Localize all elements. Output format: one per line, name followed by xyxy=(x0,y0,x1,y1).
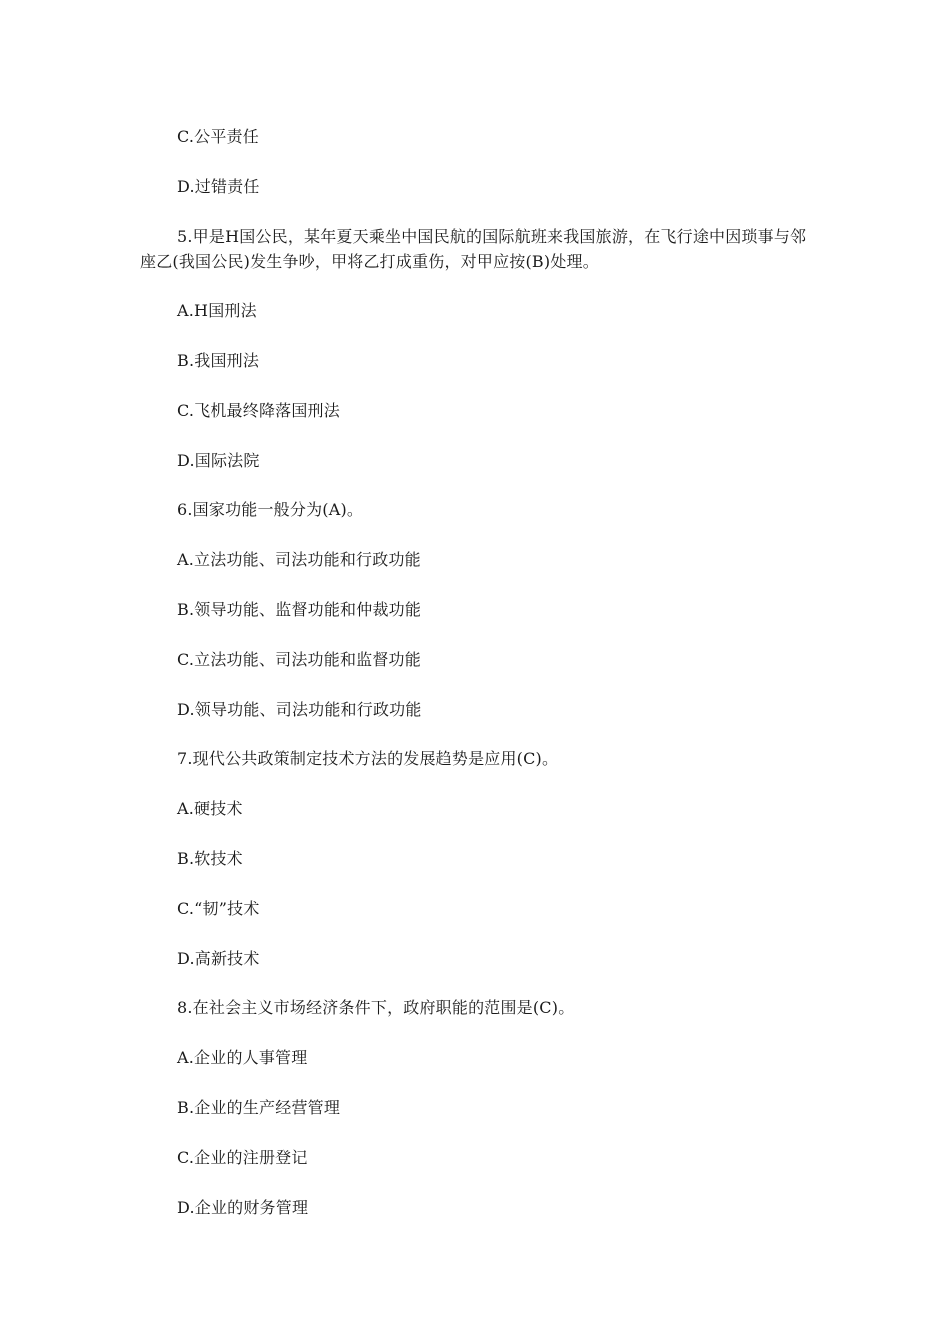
option-c-q5: C.飞机最终降落国刑法 xyxy=(177,401,340,420)
question-7: 7.现代公共政策制定技术方法的发展趋势是应用(C)。 xyxy=(177,749,559,768)
option-a-q6: A.立法功能、司法功能和行政功能 xyxy=(177,550,421,569)
option-c-q6: C.立法功能、司法功能和监督功能 xyxy=(177,650,421,669)
option-b-q8: B.企业的生产经营管理 xyxy=(177,1098,341,1117)
option-c-q8: C.企业的注册登记 xyxy=(177,1148,308,1167)
option-c-q4: C.公平责任 xyxy=(177,127,259,146)
option-d-q5: D.国际法院 xyxy=(177,451,260,470)
option-c-q7: C.“韧”技术 xyxy=(177,899,260,918)
option-a-q5: A.H国刑法 xyxy=(177,301,257,320)
option-d-q4: D.过错责任 xyxy=(177,177,260,196)
option-a-q7: A.硬技术 xyxy=(177,799,243,818)
option-d-q6: D.领导功能、司法功能和行政功能 xyxy=(177,700,422,719)
question-6: 6.国家功能一般分为(A)。 xyxy=(177,500,364,519)
option-b-q7: B.软技术 xyxy=(177,849,243,868)
option-a-q8: A.企业的人事管理 xyxy=(177,1048,308,1067)
option-d-q8: D.企业的财务管理 xyxy=(177,1198,309,1217)
option-b-q6: B.领导功能、监督功能和仲裁功能 xyxy=(177,600,422,619)
option-b-q5: B.我国刑法 xyxy=(177,351,260,370)
question-8: 8.在社会主义市场经济条件下，政府职能的范围是(C)。 xyxy=(177,998,575,1017)
option-d-q7: D.高新技术 xyxy=(177,949,260,968)
question-5: 5.甲是H国公民，某年夏天乘坐中国民航的国际航班来我国旅游，在飞行途中因琐事与邻座乙(我国公民)发生争吵，甲将乙打成重伤，对甲应按(B)处理。 xyxy=(140,227,807,271)
